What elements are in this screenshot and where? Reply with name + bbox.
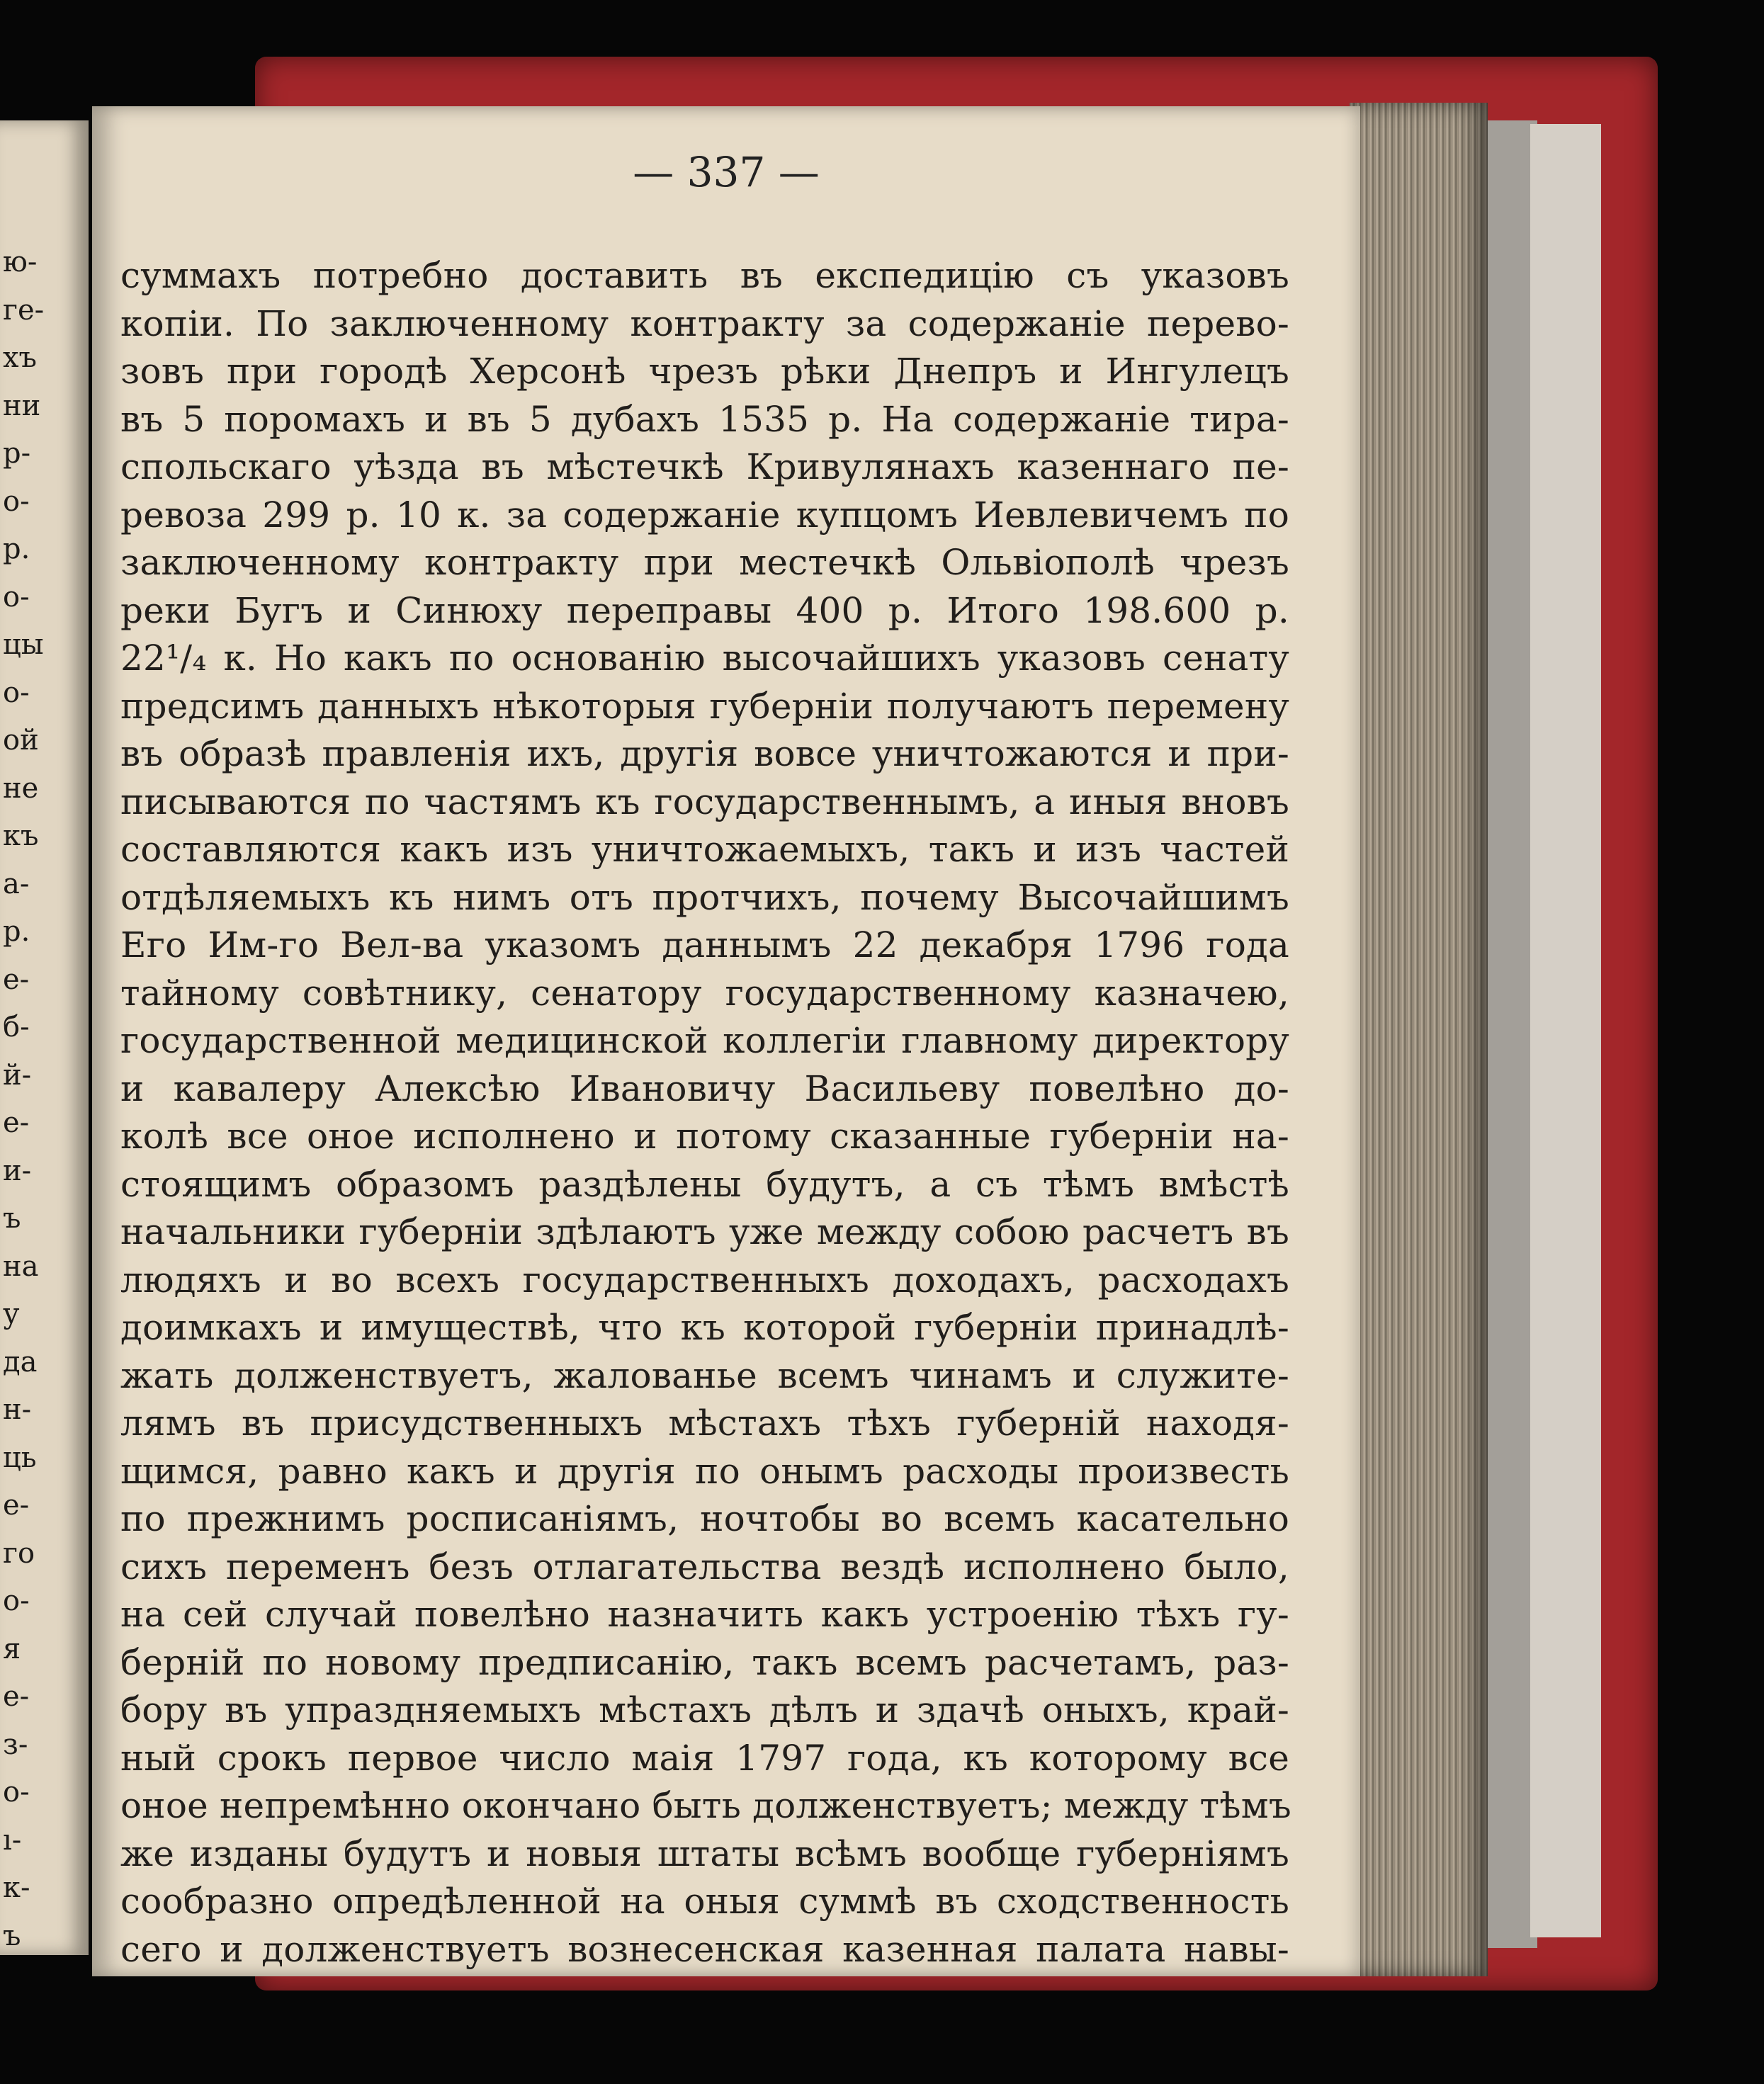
body-text	[120, 252, 1289, 1973]
left-page-fragment: р.	[3, 915, 30, 948]
text-line: писываются по частямъ къ государственнымъ, а иныя вновъ	[120, 781, 1289, 822]
left-page-fragment: го	[3, 1536, 35, 1570]
left-page-fragment: я	[3, 1632, 21, 1665]
text-line: спольскаго уѣзда въ мѣстечкѣ Кривулянахъ казеннаго пе-	[120, 446, 1289, 487]
text-line: щимся, равно какъ и другія по онымъ расходы произвесть	[120, 1450, 1289, 1492]
cover-lining	[1481, 120, 1537, 1948]
left-page-fragment: ць	[3, 1441, 37, 1474]
text-line: реки Бугъ и Синюху переправы 400 р. Итого 198.600 р.	[120, 589, 1289, 631]
left-page-fragment: ой	[3, 724, 39, 757]
text-line: жать долженствуетъ, жалованье всемъ чинамъ и служите-	[120, 1354, 1289, 1396]
left-page-fragment: к-	[3, 1871, 30, 1904]
left-page-fragment: цы	[3, 628, 44, 661]
text-line: ревоза 299 р. 10 к. за содержаніе купцомъ Иевлевичемъ по	[120, 494, 1289, 536]
left-page-fragment: е-	[3, 963, 30, 996]
text-line: ный срокъ первое число маія 1797 года, къ которому все	[120, 1737, 1289, 1779]
left-page-fragment: н-	[3, 1393, 32, 1426]
left-page-fragment: ъ	[3, 1202, 21, 1235]
left-page-fragment: ни	[3, 389, 41, 422]
page-edges	[1350, 103, 1488, 1976]
left-page-fragment: хъ	[3, 341, 38, 374]
left-page-fragment: да	[3, 1345, 38, 1378]
text-line: Его Им-го Вел-ва указомъ даннымъ 22 декабря 1796 года	[120, 924, 1289, 965]
left-page-fragment: не	[3, 771, 39, 805]
text-line: же изданы будутъ и новыя штаты всѣмъ вообще губерніямъ	[120, 1833, 1289, 1874]
text-line: тайному совѣтнику, сенатору государственному казначею,	[120, 972, 1289, 1014]
text-line: въ образѣ правленія ихъ, другія вовсе уничтожаются и при-	[120, 733, 1289, 774]
text-line: колѣ все оное исполнено и потому сказанные губерніи на-	[120, 1116, 1289, 1157]
text-line: доимкахъ и имуществѣ, что къ которой губерніи принадлѣ-	[120, 1307, 1289, 1348]
left-page-fragment: ъ	[3, 1919, 21, 1952]
page-number: — 337 —	[633, 148, 820, 196]
text-line: государственной медицинской коллегіи главному директору	[120, 1020, 1289, 1061]
left-page-fragment: е-	[3, 1489, 30, 1522]
text-line: оное непремѣнно окончано быть долженствуетъ; между тѣмъ	[120, 1785, 1291, 1826]
text-line: отдѣляемыхъ къ нимъ отъ протчихъ, почему Высочайшимъ	[120, 876, 1289, 918]
text-line: по прежнимъ росписаніямъ, ночтобы во всемъ касательно	[120, 1498, 1289, 1539]
text-line: заключенному контракту при местечкѣ Ольвіополѣ чрезъ	[120, 542, 1289, 583]
text-line: начальники губерніи здѣлаютъ уже между собою расчетъ въ	[120, 1211, 1289, 1252]
text-line: стоящимъ образомъ раздѣлены будутъ, а съ тѣмъ вмѣстѣ	[120, 1163, 1289, 1205]
left-page-fragment: з-	[3, 1728, 28, 1761]
left-page-fragment: о-	[3, 485, 30, 518]
text-line: суммахъ потребно доставить въ експедицію съ указовъ	[120, 255, 1289, 296]
text-line: сообразно опредѣленной на оныя суммѣ въ сходственность	[120, 1881, 1289, 1922]
text-line: сего и долженствуетъ вознесенская казенная палата навы-	[120, 1928, 1289, 1970]
left-page-fragment: й-	[3, 1058, 32, 1092]
left-page-fragment: къ	[3, 820, 39, 852]
left-page-fragment: у	[3, 1298, 20, 1330]
text-line: берній по новому предписанію, такъ всемъ расчетамъ, раз-	[120, 1641, 1289, 1683]
text-line: копіи. По заключенному контракту за содержаніе перево-	[120, 302, 1289, 344]
left-page-fragment: р.	[3, 533, 30, 565]
text-line: лямъ въ присудственныхъ мѣстахъ тѣхъ губерній находя-	[120, 1403, 1289, 1444]
left-page-fragment: р-	[3, 437, 31, 470]
text-line: на сей случай повелѣно назначить какъ устроенію тѣхъ гу-	[120, 1594, 1289, 1635]
text-line: въ 5 поромахъ и въ 5 дубахъ 1535 р. На содержаніе тира-	[120, 398, 1289, 440]
left-page-fragment: о-	[3, 676, 30, 709]
text-line: людяхъ и во всехъ государственныхъ доходахъ, расходахъ	[120, 1259, 1289, 1301]
text-line: 22¹/₄ к. Но какъ по основанію высочайшихъ указовъ сенату	[120, 638, 1289, 679]
text-line: и кавалеру Алексѣю Ивановичу Васильеву повелѣно до-	[120, 1068, 1289, 1109]
left-page-fragment: б-	[3, 1011, 30, 1043]
left-page-fragment: а-	[3, 867, 30, 900]
right-page	[92, 106, 1360, 1976]
left-page-fragment: и-	[3, 1154, 32, 1187]
cover-endpaper	[1530, 124, 1601, 1937]
left-page-fragment: ге-	[3, 293, 45, 327]
left-page-fragment: ю-	[3, 246, 38, 278]
text-line: предсимъ данныхъ нѣкоторыя губерніи получаютъ перемену	[120, 685, 1289, 727]
left-page-fragment: на	[3, 1250, 39, 1283]
text-line: сихъ переменъ безъ отлагательства вездѣ исполнено было,	[120, 1546, 1289, 1587]
left-page-fragment: о-	[3, 1585, 30, 1617]
text-line: составляются какъ изъ уничтожаемыхъ, такъ и изъ частей	[120, 829, 1289, 870]
left-page-fragment: е-	[3, 1680, 30, 1713]
text-line: бору въ упраздняемыхъ мѣстахъ дѣлъ и здачѣ оныхъ, край-	[120, 1689, 1289, 1731]
left-page-fragment: е-	[3, 1106, 30, 1139]
left-page-fragment: ı-	[3, 1823, 22, 1857]
left-page-fragment: о-	[3, 580, 30, 613]
text-line: зовъ при городѣ Херсонѣ чрезъ рѣки Днепръ и Ингулецъ	[120, 351, 1289, 392]
left-page-edge	[0, 120, 89, 1955]
left-page-fragment: о-	[3, 1776, 30, 1808]
